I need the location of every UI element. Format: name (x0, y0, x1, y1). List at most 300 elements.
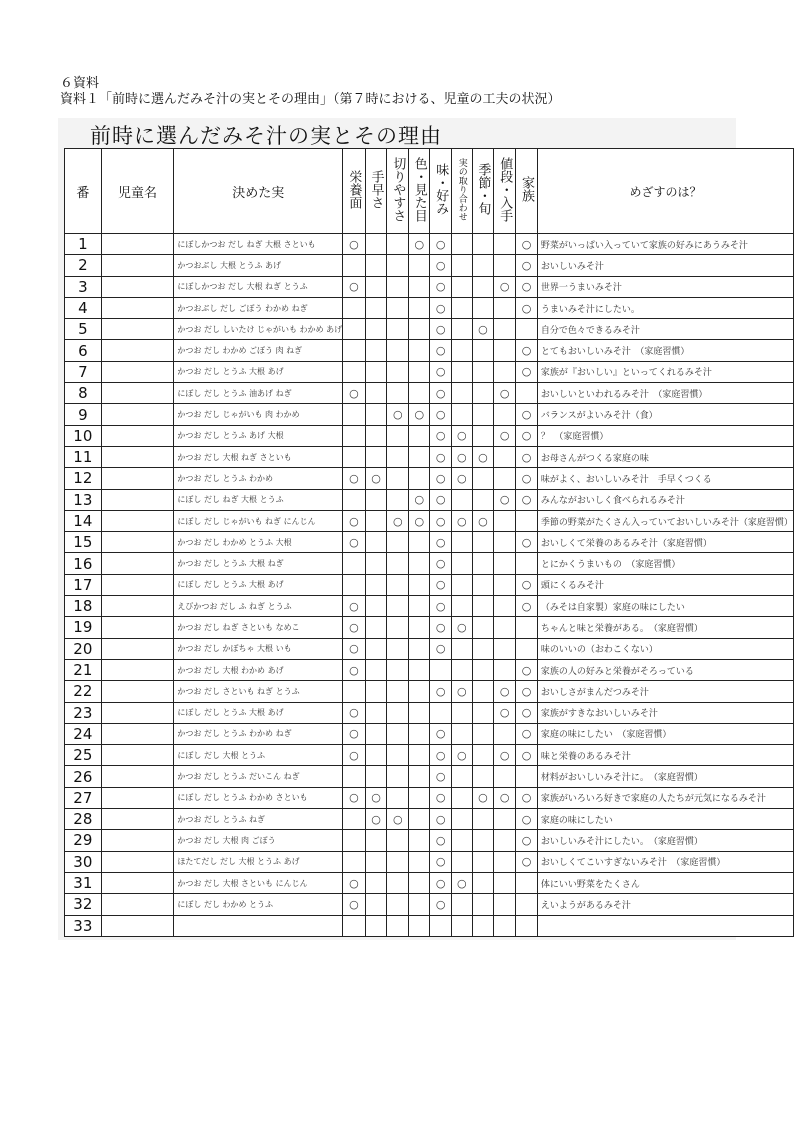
goal-cell: とにかくうまいもの （家庭習慣） (537, 553, 793, 574)
student-name-cell (101, 659, 174, 680)
criteria-mark-cell (452, 276, 472, 297)
criteria-mark-cell (365, 659, 387, 680)
criteria-mark-cell (343, 766, 366, 787)
chosen-ingredients-cell: かつお だし わかめ ごぼう 肉 ねぎ (174, 340, 343, 361)
row-number: 28 (65, 809, 102, 830)
goal-cell: 材料がおいしいみそ汁に。 （家庭習慣） (537, 766, 793, 787)
chosen-ingredients-cell: かつお だし じゃがいも 肉 わかめ (174, 404, 343, 425)
criteria-mark-cell (409, 617, 430, 638)
chosen-ingredients-cell: にぼし だし 大根 とうふ (174, 745, 343, 766)
criteria-mark-cell (452, 915, 472, 936)
criteria-mark-cell (387, 553, 409, 574)
student-name-cell (101, 787, 174, 808)
col-header-student-name: 児童名 (101, 149, 174, 234)
student-name-cell (101, 638, 174, 659)
student-name-cell (101, 894, 174, 915)
criteria-mark-cell (387, 596, 409, 617)
criteria-mark-cell (452, 766, 472, 787)
criteria-mark-cell (365, 297, 387, 318)
criteria-mark-cell (494, 809, 516, 830)
table-row (65, 446, 794, 467)
criteria-mark-cell: ○ (516, 659, 538, 680)
criteria-mark-cell (409, 702, 430, 723)
criteria-mark-cell: ○ (516, 340, 538, 361)
chosen-ingredients-cell: かつお だし とうふ 大根 ねぎ (174, 553, 343, 574)
row-number: 30 (65, 851, 102, 872)
table-row (65, 659, 794, 680)
criteria-mark-cell (387, 659, 409, 680)
criteria-mark-cell (343, 425, 366, 446)
criteria-mark-cell: ○ (430, 297, 452, 318)
criteria-mark-cell (516, 510, 538, 531)
criteria-mark-cell (516, 894, 538, 915)
criteria-mark-cell (452, 383, 472, 404)
criteria-mark-cell (387, 830, 409, 851)
criteria-mark-cell: ○ (516, 446, 538, 467)
criteria-mark-cell: ○ (472, 446, 494, 467)
chosen-ingredients-cell: かつお だし 大根 肉 ごぼう (174, 830, 343, 851)
criteria-mark-cell (494, 319, 516, 340)
criteria-mark-cell: ○ (472, 319, 494, 340)
criteria-mark-cell (472, 489, 494, 510)
criteria-mark-cell (409, 361, 430, 382)
goal-cell: おいしいみそ汁にしたい。 （家庭習慣） (537, 830, 793, 851)
criteria-mark-cell (472, 702, 494, 723)
row-number: 9 (65, 404, 102, 425)
table-row (65, 723, 794, 744)
criteria-mark-cell (343, 574, 366, 595)
criteria-mark-cell (409, 319, 430, 340)
criteria-mark-cell: ○ (516, 723, 538, 744)
criteria-mark-cell: ○ (387, 510, 409, 531)
goal-cell: （みそは自家製）家庭の味にしたい (537, 596, 793, 617)
row-number: 7 (65, 361, 102, 382)
goal-cell: みんながおいしく食べられるみそ汁 (537, 489, 793, 510)
criteria-mark-cell (494, 468, 516, 489)
criteria-mark-cell: ○ (430, 404, 452, 425)
criteria-mark-cell (409, 723, 430, 744)
criteria-mark-cell: ○ (430, 553, 452, 574)
criteria-mark-cell (365, 276, 387, 297)
criteria-mark-cell (343, 361, 366, 382)
criteria-mark-cell (409, 553, 430, 574)
criteria-mark-cell (387, 851, 409, 872)
criteria-mark-cell: ○ (516, 809, 538, 830)
table-row (65, 894, 794, 915)
criteria-mark-cell: ○ (430, 766, 452, 787)
criteria-mark-cell (472, 872, 494, 893)
criteria-mark-cell (472, 809, 494, 830)
goal-cell: 頭にくるみそ汁 (537, 574, 793, 595)
criteria-mark-cell (365, 638, 387, 659)
goal-cell: おいしくてこいすぎないみそ汁 （家庭習慣） (537, 851, 793, 872)
criteria-mark-cell (494, 255, 516, 276)
criteria-mark-cell: ○ (409, 404, 430, 425)
row-number: 19 (65, 617, 102, 638)
row-number: 2 (65, 255, 102, 276)
criteria-mark-cell (365, 574, 387, 595)
criteria-mark-cell (387, 702, 409, 723)
row-number: 24 (65, 723, 102, 744)
table-row (65, 766, 794, 787)
criteria-mark-cell: ○ (430, 425, 452, 446)
col-header-combination: 実の取り合わせ (452, 149, 472, 234)
goal-cell: 季節の野菜がたくさん入っていておいしいみそ汁（家庭習慣） (537, 510, 793, 531)
student-name-cell (101, 510, 174, 531)
col-header-price: 値段・入手 (494, 149, 516, 234)
criteria-mark-cell (343, 319, 366, 340)
criteria-mark-cell (343, 681, 366, 702)
criteria-mark-cell (409, 766, 430, 787)
criteria-mark-cell (516, 383, 538, 404)
criteria-mark-cell: ○ (343, 596, 366, 617)
goal-cell: 家族が『おいしい』といってくれるみそ汁 (537, 361, 793, 382)
criteria-mark-cell (409, 659, 430, 680)
student-name-cell (101, 809, 174, 830)
criteria-mark-cell: ○ (452, 745, 472, 766)
criteria-mark-cell: ○ (430, 723, 452, 744)
chosen-ingredients-cell: かつおぶし だし ごぼう わかめ ねぎ (174, 297, 343, 318)
table-row (65, 638, 794, 659)
criteria-mark-cell (409, 809, 430, 830)
criteria-mark-cell (387, 340, 409, 361)
criteria-mark-cell: ○ (430, 361, 452, 382)
student-name-cell (101, 745, 174, 766)
student-name-cell (101, 234, 174, 255)
row-number: 17 (65, 574, 102, 595)
criteria-mark-cell (472, 574, 494, 595)
criteria-mark-cell: ○ (365, 468, 387, 489)
goal-cell: 自分で色々できるみそ汁 (537, 319, 793, 340)
col-header-goal: めざすのは？ (537, 149, 793, 234)
table-row (65, 553, 794, 574)
criteria-mark-cell (387, 638, 409, 659)
criteria-mark-cell: ○ (472, 510, 494, 531)
criteria-mark-cell: ○ (472, 787, 494, 808)
chosen-ingredients-cell: かつおぶし 大根 とうふ あげ (174, 255, 343, 276)
criteria-mark-cell (387, 574, 409, 595)
criteria-mark-cell (472, 894, 494, 915)
criteria-mark-cell: ○ (452, 872, 472, 893)
student-name-cell (101, 872, 174, 893)
chosen-ingredients-cell: かつお だし とうふ わかめ (174, 468, 343, 489)
criteria-mark-cell (409, 383, 430, 404)
criteria-mark-cell (452, 319, 472, 340)
criteria-mark-cell (409, 574, 430, 595)
criteria-mark-cell (409, 787, 430, 808)
row-number: 3 (65, 276, 102, 297)
row-number: 22 (65, 681, 102, 702)
chosen-ingredients-cell (174, 915, 343, 936)
criteria-mark-cell (365, 425, 387, 446)
col-header-ease-of-cutting: 切りやすさ (387, 149, 409, 234)
goal-cell: 味のいいの（おわこくない） (537, 638, 793, 659)
student-name-cell (101, 425, 174, 446)
chosen-ingredients-cell: にぼし だし じゃがいも ねぎ にんじん (174, 510, 343, 531)
criteria-mark-cell (472, 255, 494, 276)
goal-cell: 味がよく、おいしいみそ汁 手早くつくる (537, 468, 793, 489)
sheet-title: 前時に選んだみそ汁の実とその理由 (90, 124, 442, 148)
chosen-ingredients-cell: にぼしかつお だし 大根 ねぎ とうふ (174, 276, 343, 297)
goal-cell: おいしさがまんだつみそ汁 (537, 681, 793, 702)
row-number: 31 (65, 872, 102, 893)
table-row (65, 787, 794, 808)
table-row (65, 872, 794, 893)
criteria-mark-cell (452, 702, 472, 723)
criteria-mark-cell (365, 404, 387, 425)
criteria-mark-cell (365, 340, 387, 361)
criteria-mark-cell (365, 489, 387, 510)
goal-cell: えいようがあるみそ汁 (537, 894, 793, 915)
criteria-mark-cell: ○ (452, 681, 472, 702)
student-name-cell (101, 915, 174, 936)
criteria-mark-cell: ○ (365, 787, 387, 808)
criteria-mark-cell: ○ (430, 681, 452, 702)
chosen-ingredients-cell: にぼしかつお だし ねぎ 大根 さといも (174, 234, 343, 255)
criteria-mark-cell: ○ (516, 276, 538, 297)
criteria-mark-cell (494, 510, 516, 531)
student-name-cell (101, 361, 174, 382)
criteria-mark-cell: ○ (409, 510, 430, 531)
criteria-mark-cell: ○ (430, 340, 452, 361)
chosen-ingredients-cell: にぼし だし とうふ わかめ さといも (174, 787, 343, 808)
criteria-mark-cell (472, 234, 494, 255)
col-header-color-appearance: 色・見た目 (409, 149, 430, 234)
row-number: 12 (65, 468, 102, 489)
criteria-mark-cell (472, 468, 494, 489)
criteria-mark-cell (494, 532, 516, 553)
criteria-mark-cell (494, 617, 516, 638)
criteria-mark-cell: ○ (494, 702, 516, 723)
row-number: 10 (65, 425, 102, 446)
student-name-cell (101, 532, 174, 553)
criteria-mark-cell (365, 617, 387, 638)
goal-cell: 家族がすきなおいしいみそ汁 (537, 702, 793, 723)
criteria-mark-cell: ○ (387, 809, 409, 830)
criteria-mark-cell (365, 532, 387, 553)
criteria-mark-cell: ○ (494, 745, 516, 766)
criteria-mark-cell (452, 340, 472, 361)
criteria-mark-cell (452, 830, 472, 851)
criteria-mark-cell (365, 830, 387, 851)
criteria-mark-cell: ○ (430, 596, 452, 617)
table-row (65, 745, 794, 766)
col-header-chosen-ingredients: 決めた実 (174, 149, 343, 234)
criteria-mark-cell: ○ (430, 319, 452, 340)
chosen-ingredients-cell: かつお だし 大根 さといも にんじん (174, 872, 343, 893)
criteria-mark-cell (409, 297, 430, 318)
criteria-mark-cell (452, 532, 472, 553)
criteria-mark-cell (387, 489, 409, 510)
criteria-mark-cell (387, 617, 409, 638)
row-number: 1 (65, 234, 102, 255)
col-header-taste: 味・好み (430, 149, 452, 234)
goal-cell (537, 915, 793, 936)
criteria-mark-cell: ○ (494, 276, 516, 297)
student-name-cell (101, 340, 174, 361)
criteria-mark-cell (387, 723, 409, 744)
goal-cell: 野菜がいっぱい入っていて家族の好みにあうみそ汁 (537, 234, 793, 255)
chosen-ingredients-cell: かつお だし わかめ とうふ 大根 (174, 532, 343, 553)
criteria-mark-cell (494, 340, 516, 361)
row-number: 23 (65, 702, 102, 723)
criteria-mark-cell: ○ (430, 489, 452, 510)
criteria-mark-cell (365, 510, 387, 531)
criteria-mark-cell: ○ (516, 361, 538, 382)
row-number: 26 (65, 766, 102, 787)
criteria-mark-cell (452, 659, 472, 680)
criteria-mark-cell (387, 766, 409, 787)
criteria-mark-cell: ○ (516, 297, 538, 318)
criteria-mark-cell: ○ (516, 425, 538, 446)
criteria-mark-cell (365, 596, 387, 617)
criteria-mark-cell (472, 383, 494, 404)
criteria-mark-cell (494, 872, 516, 893)
row-number: 11 (65, 446, 102, 467)
criteria-mark-cell (452, 404, 472, 425)
col-header-quickness: 手早さ (365, 149, 387, 234)
row-number: 8 (65, 383, 102, 404)
criteria-mark-cell (365, 915, 387, 936)
goal-cell: おいしいみそ汁 (537, 255, 793, 276)
chosen-ingredients-cell: かつお だし とうふ あげ 大根 (174, 425, 343, 446)
criteria-mark-cell (409, 446, 430, 467)
criteria-mark-cell (430, 702, 452, 723)
criteria-mark-cell (516, 915, 538, 936)
criteria-mark-cell (387, 361, 409, 382)
criteria-mark-cell (472, 638, 494, 659)
criteria-mark-cell (494, 596, 516, 617)
criteria-mark-cell: ○ (430, 446, 452, 467)
criteria-mark-cell: ○ (430, 617, 452, 638)
criteria-mark-cell (452, 723, 472, 744)
criteria-mark-cell: ○ (494, 681, 516, 702)
criteria-mark-cell (409, 915, 430, 936)
criteria-mark-cell: ○ (430, 383, 452, 404)
criteria-mark-cell (387, 234, 409, 255)
criteria-mark-cell (494, 830, 516, 851)
criteria-mark-cell (409, 872, 430, 893)
table-row (65, 297, 794, 318)
criteria-mark-cell (409, 851, 430, 872)
criteria-mark-cell (365, 894, 387, 915)
criteria-mark-cell: ○ (516, 489, 538, 510)
criteria-mark-cell (387, 276, 409, 297)
criteria-mark-cell (472, 766, 494, 787)
chosen-ingredients-cell: にぼし だし わかめ とうふ (174, 894, 343, 915)
criteria-mark-cell (472, 553, 494, 574)
criteria-mark-cell: ○ (409, 489, 430, 510)
criteria-mark-cell (472, 361, 494, 382)
criteria-mark-cell (409, 276, 430, 297)
criteria-mark-cell (472, 723, 494, 744)
criteria-mark-cell: ○ (452, 617, 472, 638)
criteria-mark-cell (516, 319, 538, 340)
table-row (65, 681, 794, 702)
criteria-mark-cell (494, 638, 516, 659)
col-header-family: 家族 (516, 149, 538, 234)
criteria-mark-cell: ○ (430, 851, 452, 872)
row-number: 14 (65, 510, 102, 531)
criteria-mark-cell (472, 596, 494, 617)
criteria-mark-cell: ○ (430, 574, 452, 595)
student-name-cell (101, 617, 174, 638)
criteria-mark-cell (472, 297, 494, 318)
criteria-mark-cell: ○ (452, 425, 472, 446)
criteria-mark-cell (365, 766, 387, 787)
criteria-mark-cell (494, 766, 516, 787)
goal-cell: ？ （家庭習慣） (537, 425, 793, 446)
goal-cell: 家族の人の好みと栄養がそろっている (537, 659, 793, 680)
row-number: 20 (65, 638, 102, 659)
criteria-mark-cell (452, 489, 472, 510)
criteria-mark-cell: ○ (494, 489, 516, 510)
criteria-mark-cell (409, 596, 430, 617)
chosen-ingredients-cell: かつお だし とうふ だいこん ねぎ (174, 766, 343, 787)
criteria-mark-cell (472, 276, 494, 297)
chosen-ingredients-cell: にぼし だし とうふ 大根 あげ (174, 574, 343, 595)
criteria-mark-cell (494, 574, 516, 595)
criteria-mark-cell (343, 851, 366, 872)
criteria-mark-cell (387, 787, 409, 808)
criteria-mark-cell (387, 468, 409, 489)
chosen-ingredients-cell: かつお だし かぼちゃ 大根 いも (174, 638, 343, 659)
criteria-mark-cell (343, 809, 366, 830)
table-row (65, 851, 794, 872)
goal-cell: 家庭の味にしたい (537, 809, 793, 830)
student-name-cell (101, 830, 174, 851)
criteria-mark-cell (409, 681, 430, 702)
goal-cell: バランスがよいみそ汁（食） (537, 404, 793, 425)
criteria-mark-cell (409, 745, 430, 766)
criteria-mark-cell (494, 446, 516, 467)
criteria-mark-cell: ○ (516, 468, 538, 489)
chosen-ingredients-cell: かつお だし とうふ 大根 あげ (174, 361, 343, 382)
criteria-mark-cell: ○ (452, 510, 472, 531)
criteria-mark-cell: ○ (516, 745, 538, 766)
criteria-mark-cell (452, 809, 472, 830)
criteria-mark-cell: ○ (343, 659, 366, 680)
criteria-mark-cell (494, 915, 516, 936)
goal-cell: うまいみそ汁にしたい。 (537, 297, 793, 318)
criteria-mark-cell (452, 361, 472, 382)
criteria-mark-cell (430, 659, 452, 680)
table-row (65, 383, 794, 404)
table-row (65, 915, 794, 936)
chosen-ingredients-cell: かつお だし ねぎ さといも なめこ (174, 617, 343, 638)
criteria-mark-cell (365, 361, 387, 382)
criteria-mark-cell (516, 872, 538, 893)
criteria-mark-cell (452, 255, 472, 276)
student-name-cell (101, 255, 174, 276)
criteria-mark-cell: ○ (365, 809, 387, 830)
criteria-mark-cell: ○ (430, 787, 452, 808)
chosen-ingredients-cell: かつお だし さといも ねぎ とうふ (174, 681, 343, 702)
criteria-mark-cell: ○ (343, 617, 366, 638)
student-name-cell (101, 446, 174, 467)
criteria-mark-cell (472, 532, 494, 553)
criteria-mark-cell (472, 681, 494, 702)
criteria-mark-cell (472, 830, 494, 851)
criteria-mark-cell (343, 297, 366, 318)
criteria-mark-cell: ○ (430, 234, 452, 255)
row-number: 21 (65, 659, 102, 680)
criteria-mark-cell (472, 851, 494, 872)
row-number: 13 (65, 489, 102, 510)
row-number: 16 (65, 553, 102, 574)
criteria-mark-cell: ○ (343, 894, 366, 915)
criteria-mark-cell: ○ (343, 510, 366, 531)
